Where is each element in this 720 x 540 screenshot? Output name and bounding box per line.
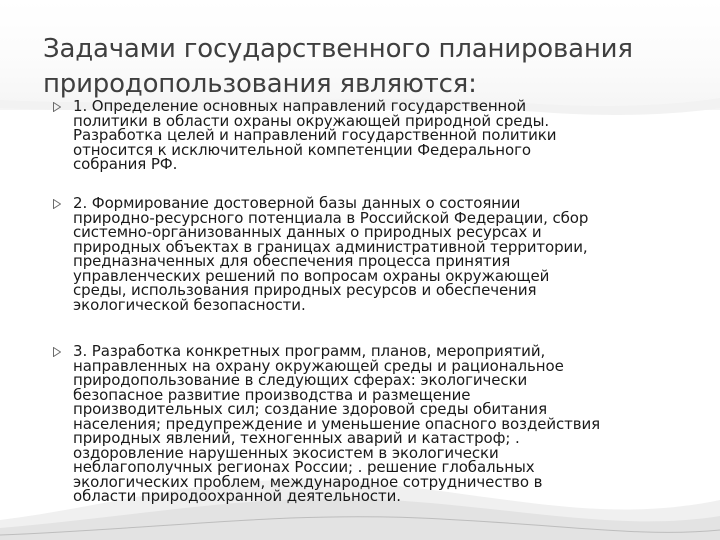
triangle-right-icon: [53, 199, 61, 209]
bullet-text: 1. Определение основных направлений государственной политики в области охраны окружающей природной среды. Разработка целей и направлений государственной политики относится к исключительной компетенции Федерального собрания РФ.: [73, 97, 557, 173]
triangle-right-icon: [53, 347, 61, 357]
triangle-right-icon: [53, 102, 61, 112]
bullet-text: 2. Формирование достоверной базы данных о состоянии природно-ресурсного потенциала в Российской Федерации, сбор системно-организованных данных о природных ресурсах и природных объектах в границах административной территории, предназначенных для обеспечения процесса принятия управленческих решений по вопросам охраны окружающей среды, использования природных ресурсов и обеспечения экологической безопасности.: [73, 194, 589, 314]
bullet-text: 3. Разработка конкретных программ, планов, мероприятий, направленных на охрану окружающей среды и рациональное природопользование в следующих сферах: экологически безопасное развитие производства и размещение производительных сил; создание здоровой среды обитания населения; предупреждение и уменьшение опасного воздействия природных явлений, техногенных аварий и катастроф; . оздоровление нарушенных экосистем в экологически неблагополучных регионах России; . решение глобальных экологических проблем, международное сотрудничество в области природоохранной деятельности.: [73, 342, 601, 505]
slide-title: Задачами государственного планирования природопользования являются:: [43, 34, 633, 99]
